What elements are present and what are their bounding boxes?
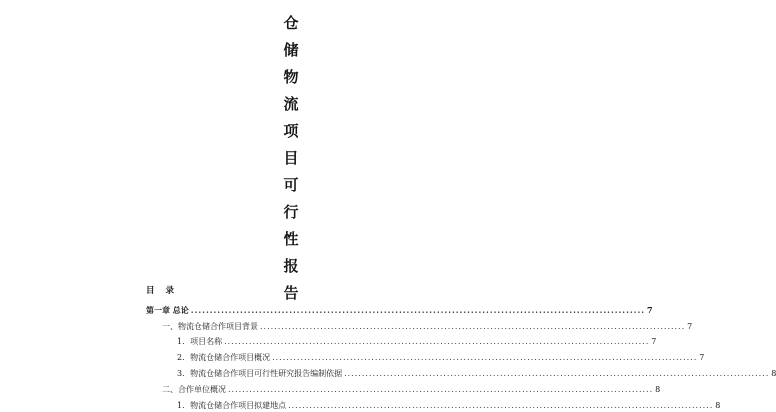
title-char: 流 (283, 95, 299, 113)
toc-entry[interactable] (177, 352, 705, 364)
toc-entry-page: 7 (687, 322, 693, 331)
title-char: 行 (283, 203, 299, 221)
toc-leader-dots: ........................................................................................................................ (344, 369, 770, 378)
toc-entry[interactable] (146, 304, 653, 316)
title-char: 储 (283, 41, 299, 59)
toc-entry-label: 1．物流仓储合作项目拟建地点 (177, 401, 287, 410)
toc-entry-page: 7 (699, 353, 705, 362)
title-char: 可 (283, 176, 299, 194)
toc-entry-page: 7 (647, 305, 653, 315)
title-char: 目 (283, 149, 299, 167)
toc-leader-dots: ........................................................................................................................ (272, 353, 698, 362)
title-char: 物 (283, 68, 299, 86)
toc-entry-label: 2．物流仓储合作项目概况 (177, 353, 271, 362)
toc-leader-dots: ........................................................................................................................ (228, 385, 654, 394)
title-char: 仓 (283, 14, 299, 32)
toc-leader-dots: ........................................................................................................................ (224, 337, 650, 346)
toc-entry[interactable] (162, 384, 661, 396)
toc-entry[interactable] (177, 336, 657, 348)
title-char: 告 (283, 284, 299, 302)
title-char: 性 (283, 230, 299, 248)
toc-entry[interactable] (177, 400, 721, 412)
toc-entry-label: 1．项目名称 (177, 337, 223, 346)
toc-entry-label: 二、合作单位概况 (162, 385, 226, 394)
toc-entry-label: 3．物流仓储合作项目可行性研究报告编制依据 (177, 369, 343, 378)
title-char: 项 (283, 122, 299, 140)
toc-entry-page: 7 (651, 337, 657, 346)
toc-leader-dots: ........................................................................................................................ (288, 401, 714, 410)
toc-entry-page: 8 (715, 401, 721, 410)
title-char: 报 (283, 257, 299, 275)
toc-entry[interactable] (162, 321, 693, 333)
toc-leader-dots: ........................................................................................................................ (190, 305, 646, 315)
toc-entry-page: 8 (655, 385, 661, 394)
toc-heading: 目 录 (146, 286, 178, 296)
toc-entry-label: 第一章 总论 (146, 305, 189, 315)
toc-entry-page: 8 (771, 369, 776, 378)
report-title (281, 16, 301, 313)
toc-entry-label: 一、物流仓储合作项目背景 (162, 322, 258, 331)
toc-entry[interactable] (177, 368, 776, 380)
toc-leader-dots: ........................................................................................................................ (260, 322, 686, 331)
